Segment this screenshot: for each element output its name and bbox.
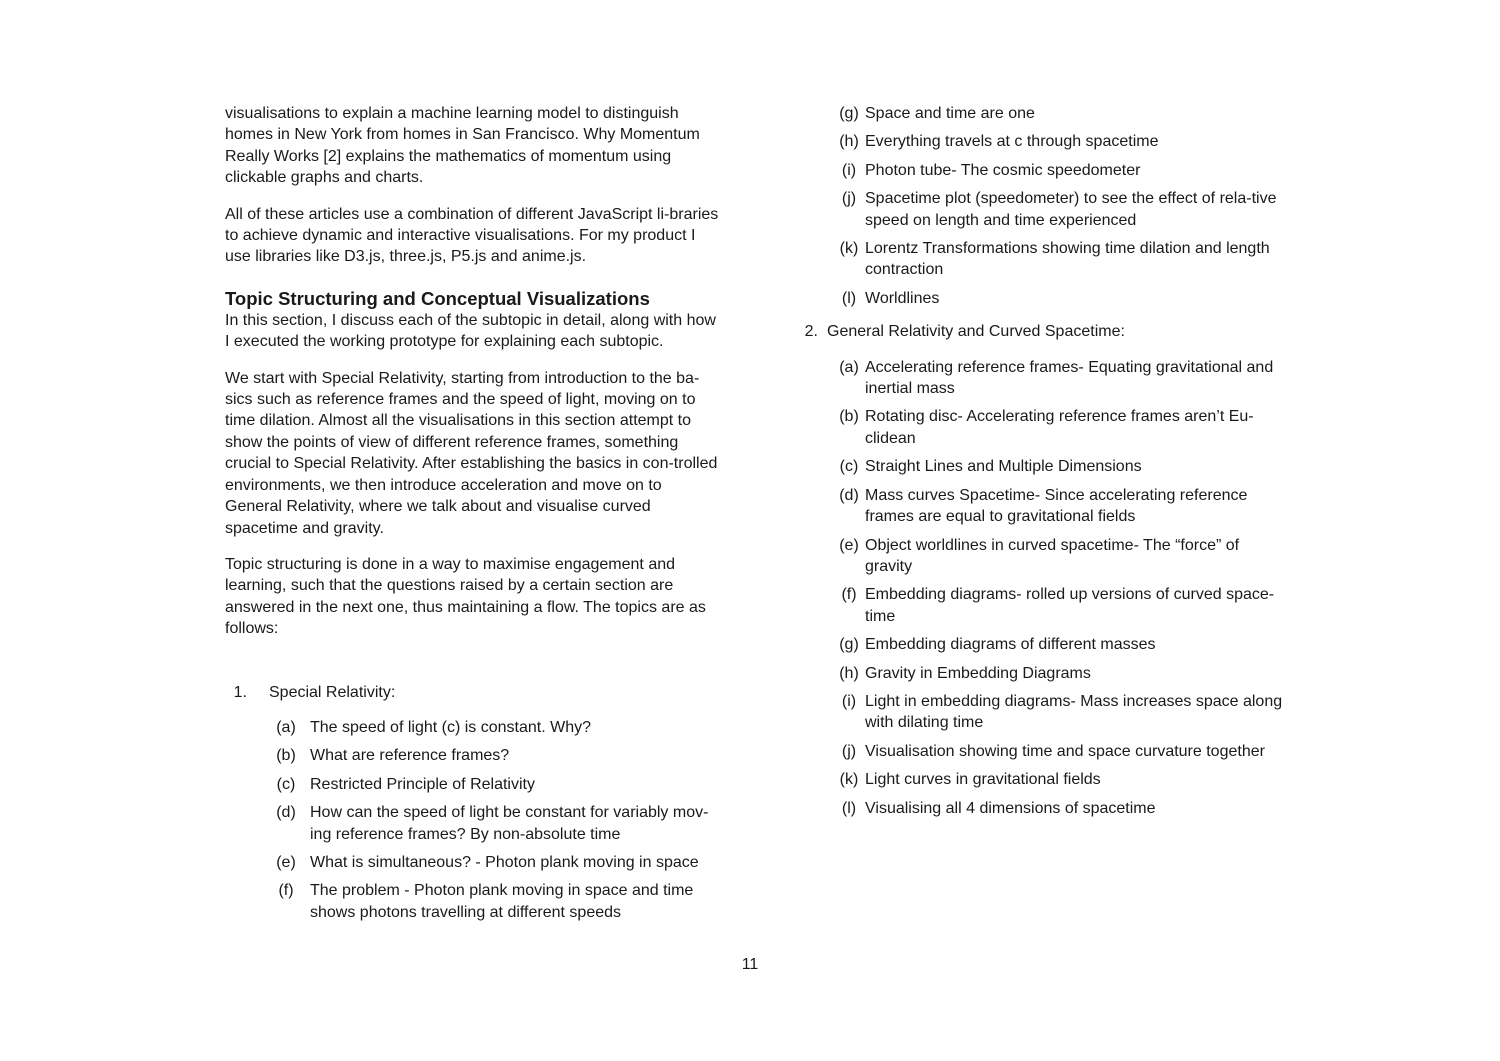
list-marker: (f) bbox=[841, 586, 857, 604]
list-item bbox=[835, 769, 1290, 790]
list-item bbox=[835, 288, 1290, 309]
list-item bbox=[835, 741, 1290, 762]
list-marker: (g) bbox=[839, 636, 859, 654]
list-marker: (i) bbox=[841, 692, 857, 710]
list-item-text: Accelerating reference frames- Equating gravitational and inertial mass bbox=[865, 358, 1274, 398]
list-item bbox=[276, 717, 720, 738]
list-marker: (l) bbox=[841, 799, 857, 817]
list-item-text: Light curves in gravitational fields bbox=[865, 771, 1101, 789]
right-column bbox=[800, 103, 1290, 826]
list-item-text: Worldlines bbox=[865, 289, 940, 307]
topic-label: Special Relativity: bbox=[269, 683, 396, 701]
left-column bbox=[225, 103, 720, 930]
list-item-text: Rotating disc- Accelerating reference frames aren’t Eu-clidean bbox=[865, 408, 1254, 447]
topic-special-relativity bbox=[225, 682, 720, 924]
section-heading: Topic Structuring and Conceptual Visualizations bbox=[225, 287, 650, 309]
list-item bbox=[835, 188, 1290, 231]
list-item-text: Light in embedding diagrams- Mass increases space along with dilating time bbox=[865, 692, 1283, 732]
list-marker: (k) bbox=[839, 240, 859, 258]
paragraph: visualisations to explain a machine learning model to distinguish homes in New York from homes in San Francisco. Why Momentum Really Works [2] explains the mathematics of momentum using clickable graphs and charts. bbox=[225, 105, 700, 187]
list-item-text: How can the speed of light be constant for variably mov-ing reference frames? By non-absolute time bbox=[310, 804, 709, 843]
list-marker: (g) bbox=[839, 105, 859, 122]
list-item bbox=[835, 798, 1290, 819]
list-item-text: What are reference frames? bbox=[310, 747, 510, 765]
paragraph: Topic structuring is done in a way to maximise engagement and learning, such that the questions raised by a certain section are answered in the next one, thus maintaining a flow. The topics are as follows: bbox=[225, 555, 706, 638]
topic-number: 2. bbox=[804, 323, 818, 341]
list-marker: (d) bbox=[839, 486, 859, 504]
list-marker: (k) bbox=[839, 771, 859, 789]
list-item-text: Straight Lines and Multiple Dimensions bbox=[865, 458, 1142, 476]
list-marker: (h) bbox=[839, 664, 859, 682]
list-marker: (a) bbox=[276, 718, 296, 736]
list-item bbox=[276, 774, 720, 795]
list-item bbox=[276, 745, 720, 766]
paragraph: All of these articles use a combination of different JavaScript li-braries to achieve dynamic and interactive visualisations. For my product I use libraries like D3.js, three.js, P5.js and anime.js. bbox=[225, 205, 719, 266]
list-marker: (e) bbox=[276, 853, 296, 871]
list-marker: (c) bbox=[276, 775, 296, 793]
list-item bbox=[835, 691, 1290, 734]
list-item bbox=[835, 584, 1290, 627]
list-item bbox=[835, 103, 1290, 124]
continued-subtopic-list bbox=[835, 103, 1290, 309]
list-item-text: Everything travels at c through spacetime bbox=[865, 133, 1159, 151]
page-number: 11 bbox=[741, 956, 759, 973]
list-marker: (j) bbox=[841, 190, 857, 208]
list-item bbox=[835, 485, 1290, 528]
list-item-text: Spacetime plot (speedometer) to see the effect of rela-tive speed on length and time experienced bbox=[865, 190, 1277, 229]
list-item-text: The problem - Photon plank moving in space and time shows photons travelling at different speeds bbox=[310, 882, 694, 921]
list-item bbox=[276, 852, 720, 873]
list-item bbox=[835, 238, 1290, 281]
list-item bbox=[835, 406, 1290, 449]
list-item bbox=[835, 456, 1290, 477]
list-item-text: Embedding diagrams of different masses bbox=[865, 636, 1156, 654]
paragraph: In this section, I discuss each of the subtopic in detail, along with how I executed the working prototype for explaining each subtopic. bbox=[225, 311, 716, 351]
list-marker: (f) bbox=[278, 882, 294, 900]
topic-general-relativity bbox=[800, 321, 1290, 819]
list-item-text: Mass curves Spacetime- Since accelerating reference frames are equal to gravitational fields bbox=[865, 486, 1248, 526]
list-item bbox=[835, 634, 1290, 655]
list-item bbox=[835, 535, 1290, 578]
list-item-text: Visualisation showing time and space curvature together bbox=[865, 742, 1265, 760]
list-marker: (e) bbox=[839, 536, 859, 554]
list-item bbox=[835, 357, 1290, 400]
paragraph: We start with Special Relativity, starting from introduction to the ba-sics such as reference frames and the speed of light, moving on to time dilation. Almost all the visualisations in this section attempt to show the points of view of different reference frames, something crucial to Special Relativity. After establishing the basics in con-trolled environments, we then introduce acceleration and move on to General Relativity, where we talk about and visualise curved spacetime and gravity. bbox=[225, 369, 718, 537]
list-item-text: Object worldlines in curved spacetime- The “force” of gravity bbox=[865, 536, 1240, 575]
list-item-text: Visualising all 4 dimensions of spacetime bbox=[865, 799, 1156, 817]
list-item bbox=[276, 802, 720, 845]
list-item bbox=[278, 880, 720, 923]
list-marker: (b) bbox=[276, 747, 296, 765]
list-marker: (d) bbox=[276, 804, 296, 822]
list-item-text: The speed of light (c) is constant. Why? bbox=[310, 718, 592, 736]
list-marker: (h) bbox=[839, 133, 859, 151]
list-item-text: Photon tube- The cosmic speedometer bbox=[865, 161, 1141, 179]
list-marker: (l) bbox=[841, 289, 857, 307]
list-item bbox=[835, 160, 1290, 181]
list-item bbox=[835, 131, 1290, 152]
list-item-text: Restricted Principle of Relativity bbox=[310, 775, 535, 793]
list-marker: (j) bbox=[841, 742, 857, 760]
list-marker: (c) bbox=[839, 458, 859, 476]
topic-number: 1. bbox=[233, 683, 247, 701]
list-item-text: Gravity in Embedding Diagrams bbox=[865, 664, 1091, 682]
list-item-text: Space and time are one bbox=[865, 105, 1035, 122]
list-item-text: Lorentz Transformations showing time dilation and length contraction bbox=[865, 240, 1270, 279]
list-item-text: Embedding diagrams- rolled up versions of curved space-time bbox=[865, 586, 1275, 625]
list-marker: (b) bbox=[839, 408, 859, 426]
topic-label: General Relativity and Curved Spacetime: bbox=[827, 323, 1125, 341]
list-item-text: What is simultaneous? - Photon plank moving in space bbox=[310, 853, 699, 871]
subtopic-list bbox=[835, 357, 1290, 819]
list-marker: (a) bbox=[839, 358, 859, 376]
list-item bbox=[835, 663, 1290, 684]
list-marker: (i) bbox=[841, 161, 857, 179]
subtopic-list bbox=[276, 717, 720, 923]
